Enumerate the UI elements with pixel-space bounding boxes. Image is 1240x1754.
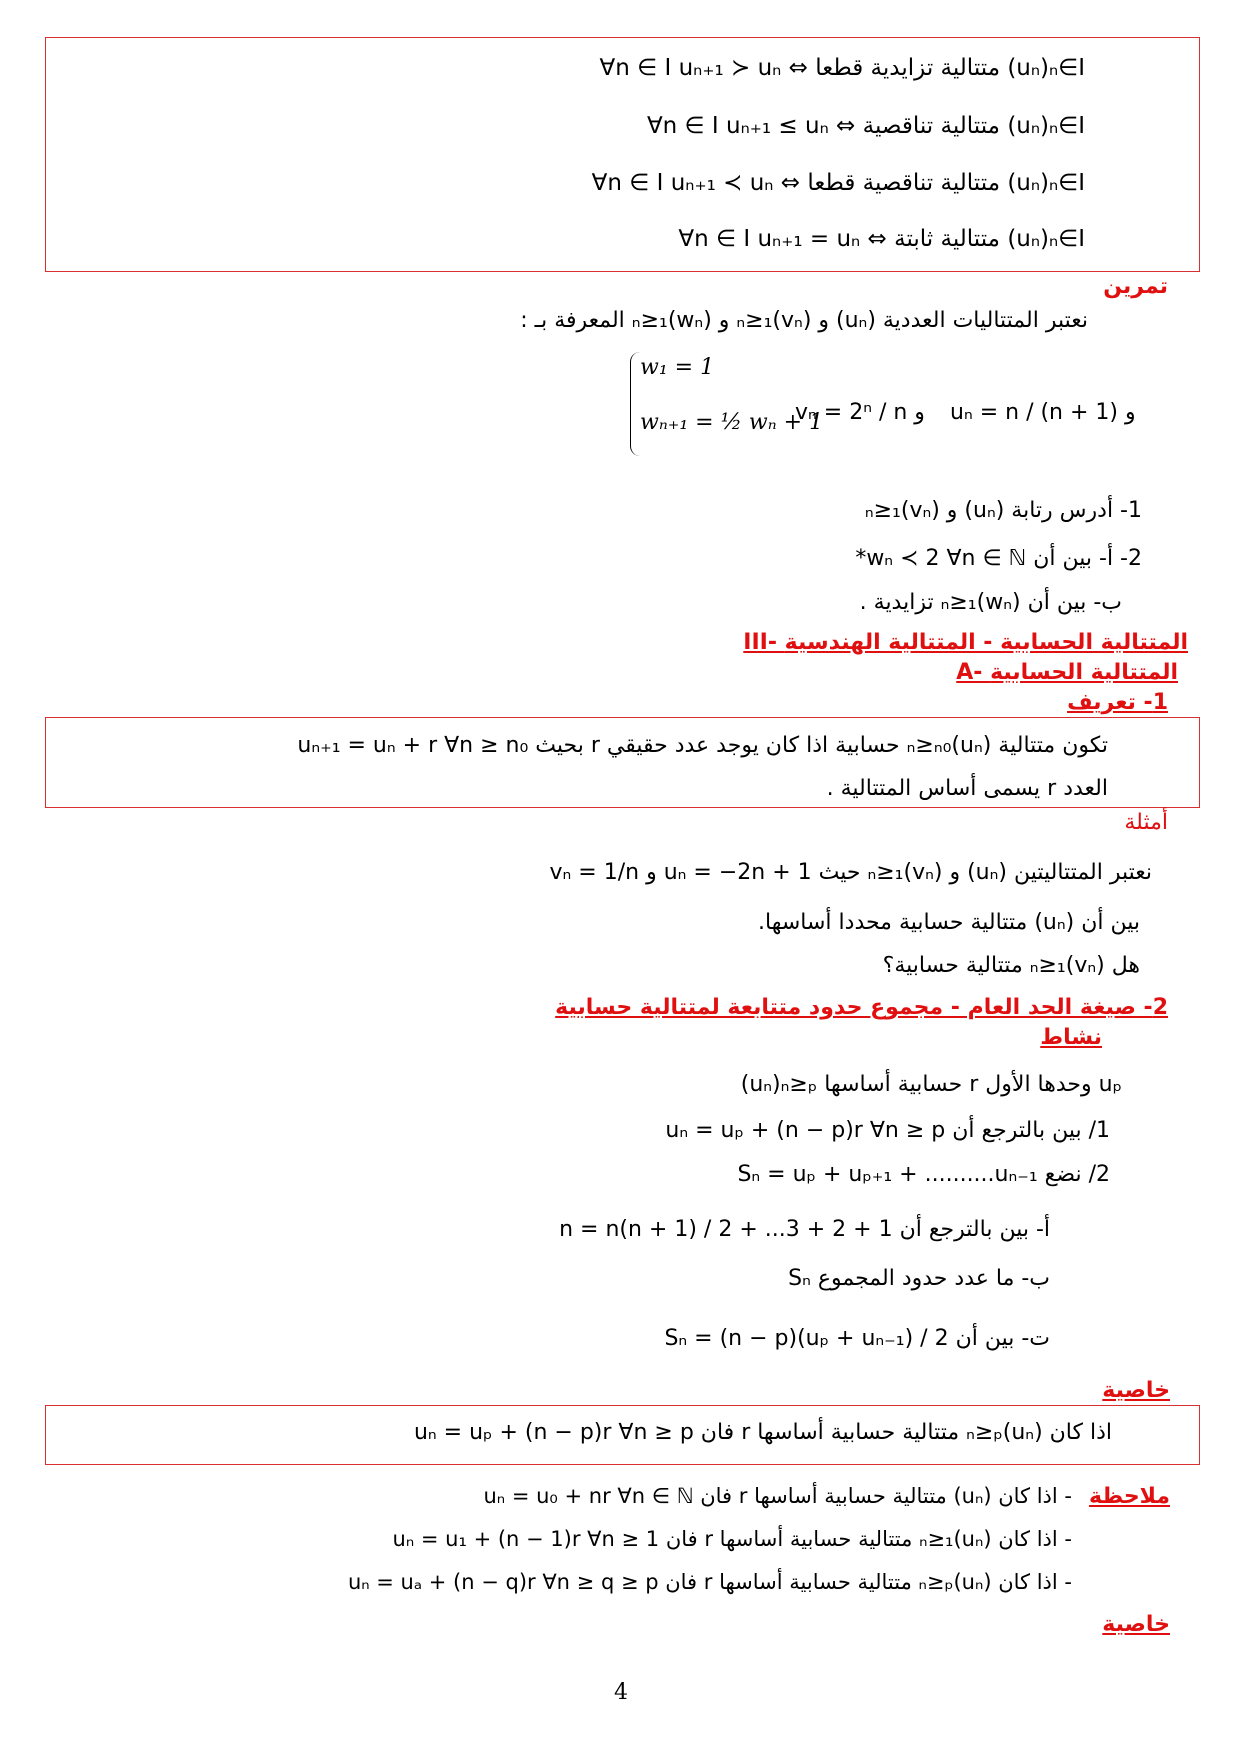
example-line-3: هل (vₙ)ₙ≥₁ متتالية حسابية؟ [882,953,1140,978]
question-2a: 2- أ- بين أن wₙ ≺ 2 ∀n ∈ ℕ* [855,546,1142,571]
activity-line-3: 2/ نضع Sₙ = uₚ + uₚ₊₁ + ..........uₙ₋₁ [737,1162,1110,1187]
exercise-title: تمرين [1103,274,1168,299]
activity-line-1: (uₙ)ₙ≥ₚ حسابية أساسها r وحدها الأول uₚ [740,1072,1122,1097]
activity-line-4: أ- بين بالترجع أن 1 + 2 + 3... + n = n(n + 1) / 2 [559,1217,1050,1242]
definition-u: و uₙ = n / (n + 1) [950,400,1136,425]
box1-line-3: ∀n ∈ I uₙ₊₁ ≺ uₙ ⇔ متتالية تناقصية قطعا (uₙ)ₙ∈I [591,170,1085,196]
definition-line-2: العدد r يسمى أساس المتتالية . [826,776,1108,801]
property-2-title: خاصية [1102,1612,1170,1637]
heading-definition: 1- تعريف [1067,690,1168,715]
examples-title: أمثلة [1124,810,1168,835]
box1-line-4: ∀n ∈ I uₙ₊₁ = uₙ ⇔ متتالية ثابتة (uₙ)ₙ∈I [678,226,1085,252]
system-line-1: w₁ = 1 [640,355,715,380]
box1-line-2: ∀n ∈ I uₙ₊₁ ≤ uₙ ⇔ متتالية تناقصية (uₙ)ₙ∈I [646,113,1085,139]
question-2b: ب- بين أن (wₙ)ₙ≥₁ تزايدية . [859,590,1122,615]
example-line-2: بين أن (uₙ) متتالية حسابية محددا أساسها. [758,910,1140,935]
exercise-intro: نعتبر المتتاليات العددية (uₙ) و (vₙ)ₙ≥₁ و (wₙ)ₙ≥₁ المعرفة بـ : [520,308,1088,333]
heading-section-3: III- المتتالية الحسابية - المتتالية الهندسية [743,630,1188,655]
remark-title: ملاحظة [1089,1484,1170,1509]
remark-line-1: - اذا كان (uₙ) متتالية حسابية أساسها r فان uₙ = u₀ + nr ∀n ∈ ℕ [483,1484,1072,1508]
heading-arithmetic: A- المتتالية الحسابية [956,660,1178,685]
activity-line-5: ب- ما عدد حدود المجموع Sₙ [788,1266,1050,1291]
question-1: 1- أدرس رتابة (uₙ) و (vₙ)ₙ≥₁ [864,498,1142,523]
activity-title: نشاط [1040,1025,1102,1050]
box1-line-1: ∀n ∈ I uₙ₊₁ ≻ uₙ ⇔ متتالية تزايدية قطعا (uₙ)ₙ∈I [599,55,1085,81]
remark-line-2: - اذا كان (uₙ)ₙ≥₁ متتالية حسابية أساسها r فان uₙ = u₁ + (n − 1)r ∀n ≥ 1 [392,1527,1072,1551]
property-statement: اذا كان (uₙ)ₙ≥ₚ متتالية حسابية أساسها r فان uₙ = uₚ + (n − p)r ∀n ≥ p [413,1420,1112,1445]
activity-line-6: ت- بين أن Sₙ = (n − p)(uₚ + uₙ₋₁) / 2 [664,1326,1050,1351]
heading-section-2: 2- صيغة الحد العام - مجموع حدود متتابعة لمتتالية حسابية [555,995,1168,1020]
example-line-1: نعتبر المتتاليتين (uₙ) و (vₙ)ₙ≥₁ حيث uₙ = −2n + 1 و vₙ = 1/n [549,860,1152,885]
system-line-2: wₙ₊₁ = ½ wₙ + 1 [640,410,824,435]
remark-line-3: - اذا كان (uₙ)ₙ≥ₚ متتالية حسابية أساسها r فان uₙ = uₐ + (n − q)r ∀n ≥ q ≥ p [347,1570,1072,1594]
activity-line-2: 1/ بين بالترجع أن uₙ = uₚ + (n − p)r ∀n ≥ p [665,1118,1110,1143]
definition-v: و vₙ = 2ⁿ / n [795,400,925,425]
property-title: خاصية [1102,1378,1170,1403]
definition-line-1: تكون متتالية (uₙ)ₙ≥ₙ₀ حسابية اذا كان يوجد عدد حقيقي r بحيث uₙ₊₁ = uₙ + r ∀n ≥ n₀ [297,733,1108,758]
page-number: 4 [614,1680,628,1705]
